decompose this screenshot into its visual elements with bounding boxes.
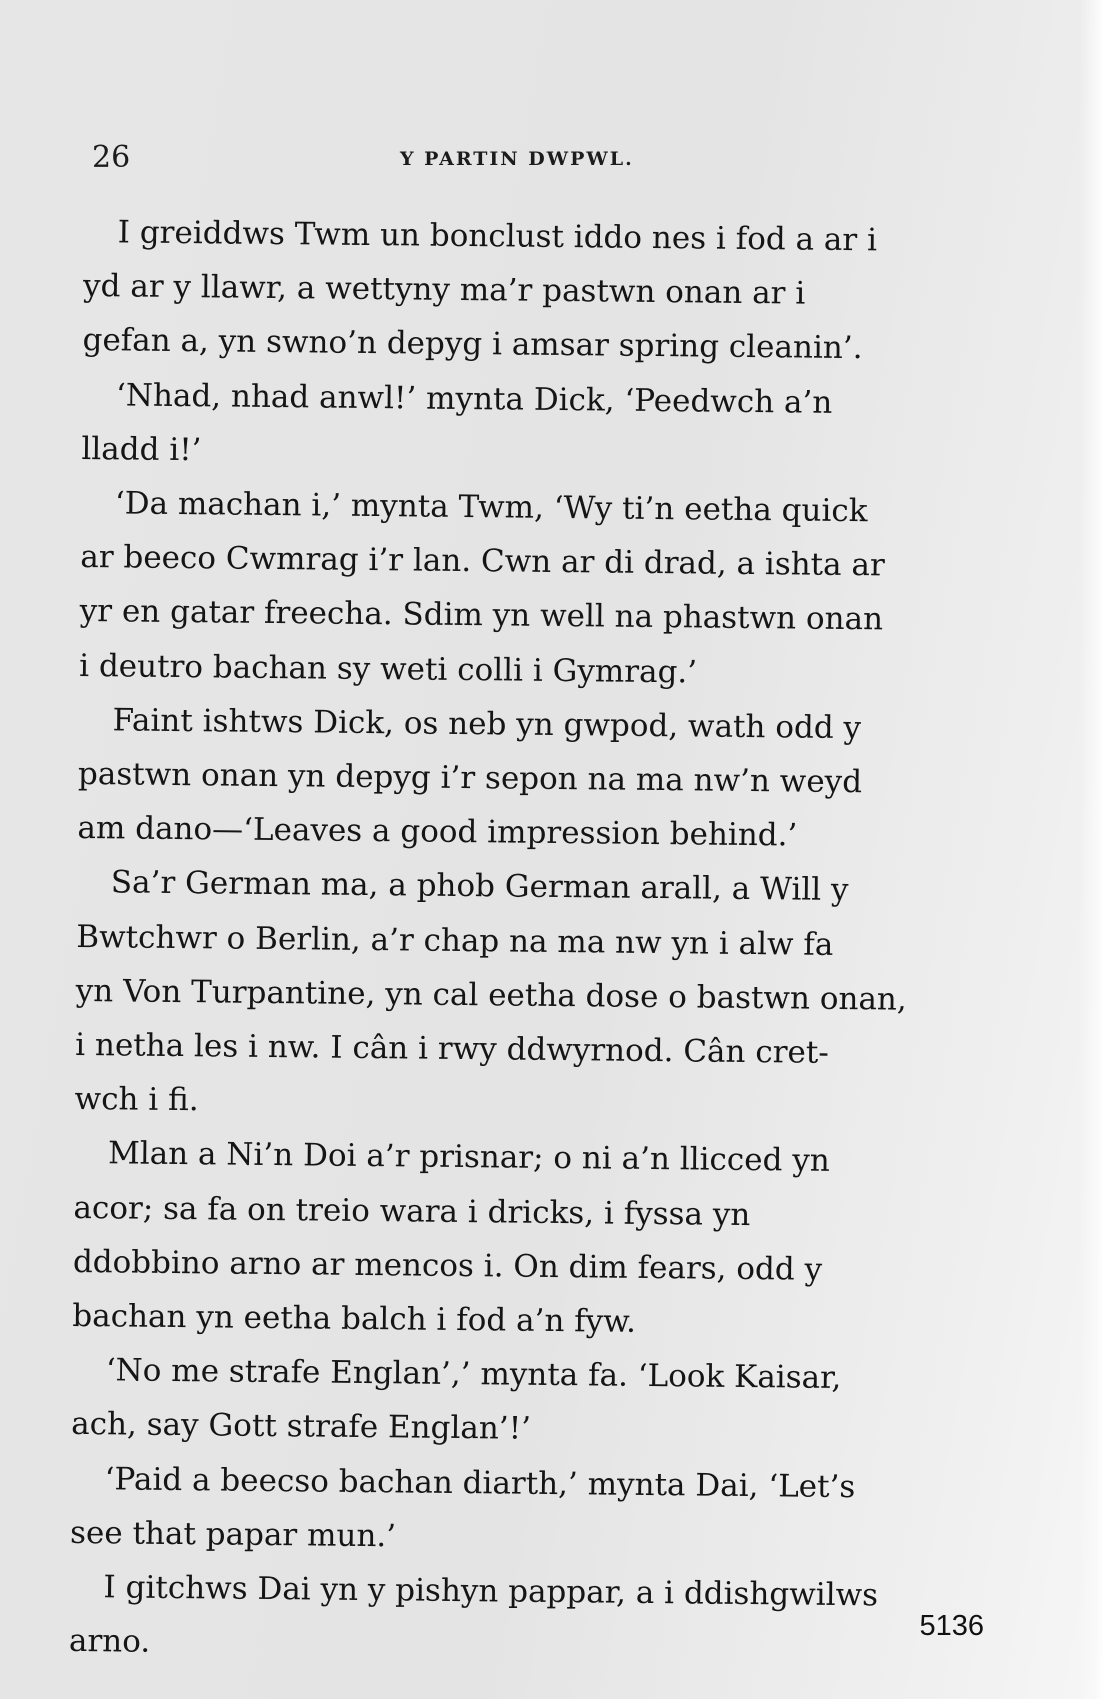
text-line: ach, say Gott strafe Englan’!’: [71, 1406, 532, 1448]
text-line: ar beeco Cwmrag i’r lan. Cwn ar di drad, a ishta ar: [80, 539, 885, 584]
paragraph: [77, 693, 979, 865]
text-line: Bwtchwr o Berlin, a’r chap na ma nw yn i alw fa: [76, 918, 834, 963]
text-line: i netha les i nw. I cân i rwy ddwyrnod. Cân cret-: [75, 1027, 829, 1071]
text-line: bachan yn eetha balch i fod a’n fyw.: [72, 1298, 637, 1340]
text-line: acor; sa fa on treio wara i dricks, i fyssa yn: [73, 1189, 751, 1233]
text-line: ddobbino arno ar mencos i. On dim fears, odd y: [72, 1243, 823, 1288]
text-line: ‘No me strafe Englan’,’ mynta fa. ‘Look Kaisar,: [105, 1352, 842, 1397]
body-text: [69, 205, 984, 1678]
text-line: pastwn onan yn depyg i’r sepon na ma nw’n weyd: [77, 756, 863, 801]
running-title: Y PARTIN DWPWL.: [400, 148, 634, 170]
catalog-number: 5136: [919, 1610, 984, 1642]
text-line: yr en gatar freecha. Sdim yn well na phastwn onan: [79, 593, 884, 638]
text-line: Sa’r German ma, a phob German arall, a Will y: [110, 864, 849, 909]
paragraph: [71, 1343, 972, 1461]
paragraph: [79, 476, 981, 702]
text-line: I gitchws Dai yn y pishyn pappar, a i ddishgwilws: [103, 1569, 879, 1614]
paragraph: [70, 1452, 971, 1570]
text-line: Faint ishtws Dick, os neb yn gwpod, wath odd y: [112, 702, 862, 746]
text-line: gefan a, yn swno’n depyg i amsar spring cleanin’.: [82, 322, 863, 367]
text-line: am dano—‘Leaves a good impression behind.’: [77, 810, 798, 854]
text-line: I greiddws Twm un bonclust iddo nes i fod a ar i: [117, 214, 878, 259]
text-line: Mlan a Ni’n Doi a’r prisnar; o ni a’n llicced yn: [107, 1135, 830, 1180]
paragraph: [74, 855, 977, 1135]
text-line: ‘Da machan i,’ mynta Twm, ‘Wy ti’n eetha quick: [114, 485, 868, 530]
page-header: [92, 132, 982, 182]
text-line: ‘Paid a beecso bachan diarth,’ mynta Dai, ‘Let’s: [104, 1460, 856, 1505]
text-line: ‘Nhad, nhad anwl!’ mynta Dick, ‘Peedwch a’n: [115, 376, 833, 421]
text-line: arno.: [68, 1623, 151, 1661]
text-line: yd ar y llawr, a wettyny ma’r pastwn onan ar i: [82, 268, 806, 312]
text-line: i deutro bachan sy weti colli i Gymrag.’: [78, 647, 698, 691]
paragraph: [72, 1126, 974, 1352]
text-line: lladd i!’: [81, 430, 202, 469]
page-edge-highlight: [1080, 0, 1104, 1699]
text-line: yn Von Turpantine, yn cal eetha dose o bastwn onan,: [75, 972, 907, 1018]
text-line: wch i fi.: [74, 1081, 199, 1119]
paragraph: [82, 205, 984, 377]
text-line: see that papar mun.’: [69, 1514, 397, 1555]
paragraph: [69, 1560, 970, 1678]
page-number: 26: [92, 140, 131, 175]
paragraph: [81, 368, 982, 486]
